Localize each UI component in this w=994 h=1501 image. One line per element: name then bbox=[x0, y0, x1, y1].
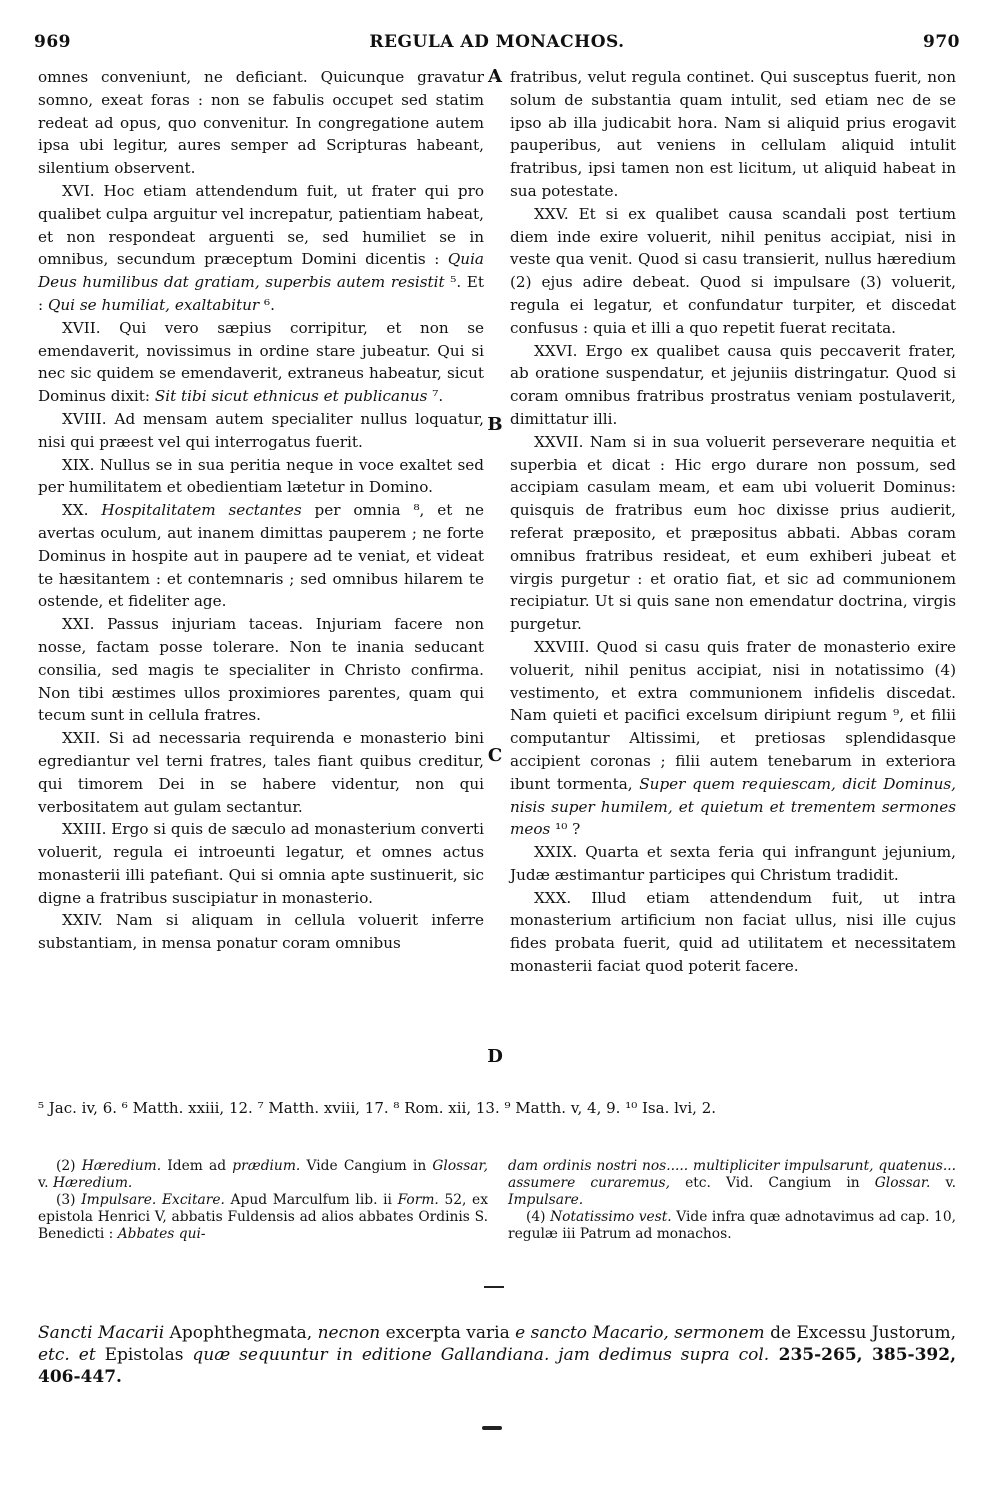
paragraph-xxvi: XXVI. Ergo ex qualibet causa quis peccaverit frater, ab oratione suspendatur, et jejuniis distringatur. Quod si coram omnibus fratribus prostratus veniam postulaverit, dimittatur illi. bbox=[510, 341, 956, 428]
paragraph-xx: XX. Hospitalitatem sectantes per omnia ⁸, et ne avertas oculum, aut inanem dimittas pauperem ; ne forte Dominus in hospite aut in paupere ad te veniat, et videat te hæsitantem : et contemnaris ; sed omnibus hilarem te ostende, et fideliter age. bbox=[38, 501, 485, 611]
paragraph-xxiv: XXIV. Nam si aliquam in cellula voluerit inferre substantiam, in mensa ponatur coram omnibus bbox=[38, 911, 484, 953]
paragraph-xxvii: XXVII. Nam si in sua voluerit perseverare nequitia et superbia et dicat : Hic ergo durare non possum, sed accipiam casulam meam, et eam ubi voluerit Dominus: quisquis de fratribus eum hoc dixisse prius audierit, referat præposito, et præpositus abbati. Abbas coram omnibus fratribus resideat, et eum exhiberi jubeat et virgis purgetur : et oratio fiat, et sic ad communionem recipiatur. Ut si quis sane non emendatur doctrina, virgis purgetur. bbox=[510, 432, 956, 634]
paragraph-xvii: XVII. Qui vero sæpius corripitur, et non se emendaverit, novissimus in ordine stare jubeatur. Qui si nec sic quidem se emendaverit, extraneus habeatur, sicut Dominus dixit: Sit tibi sicut ethnicus et publicanus ⁷. bbox=[38, 318, 484, 406]
paragraph-xxv: XXV. Et si ex qualibet causa scandali post tertium diem inde exire voluerit, nihil penitus accipiat, nisi in veste qua venit. Quod si casu transierit, nullus hæredium (2) ejus adire debeat. Quod si impulsare (3) voluerit, regula ei legatur, et confundatur turpiter, et discedat confusus : quia et illi a quo repetit fuerat recitata. bbox=[510, 204, 956, 337]
notes-right bbox=[508, 1158, 956, 1243]
paragraph-xvi: XVI. Hoc etiam attendendum fuit, ut frater qui pro qualibet culpa arguitur vel increpatur, patientiam habeat, et non respondeat arguenti se, sed humiliet se in omnibus, secundum præceptum Domini dicentis : Quia Deus humilibus dat gratiam, superbis autem resistit ⁵. Et : Qui se humiliat, exaltabitur ⁶. bbox=[38, 181, 484, 314]
editorial-note: Sancti Macarii Apophthegmata, necnon excerpta varia e sancto Macario, sermonem de Excessu Justorum, etc. et Epistolas quæ sequuntur in editione Gallandiana. jam dedimus supra col. 235-265, 385-392, 406-447. bbox=[38, 1323, 957, 1387]
margin-marker-c: C bbox=[487, 745, 503, 766]
paragraph: fratribus, velut regula continet. Qui susceptus fuerit, non solum de substantia quam intulit, sed etiam nec de se ipso ab illa judicabit hora. Nam si aliquid prius erogavit pauperibus, aut veniens in cellulam aliquid intulit fratribus, ipsi tamen non est licitum, ut aliquid habeat in sua potestate. bbox=[510, 68, 956, 200]
left-column bbox=[38, 66, 484, 955]
note-4: (4) Notatissimo vest. Vide infra quæ adnotavimus ad cap. 10, regulæ iii Patrum ad monachos. bbox=[508, 1209, 956, 1242]
section-divider bbox=[484, 1286, 504, 1288]
margin-marker-d: D bbox=[487, 1046, 503, 1067]
paragraph-xix: XIX. Nullus se in sua peritia neque in voce exaltet sed per humilitatem et obedientiam lætetur in Domino. bbox=[38, 455, 484, 497]
page-number-left: 969 bbox=[34, 32, 71, 52]
paragraph-xviii: XVIII. Ad mensam autem specialiter nullus loquatur, nisi qui præest vel qui interrogatus fuerit. bbox=[38, 409, 484, 451]
page-number-right: 970 bbox=[923, 32, 960, 52]
notes-left bbox=[38, 1158, 488, 1243]
running-title: REGULA AD MONACHOS. bbox=[369, 32, 625, 52]
paragraph-xxix: XXIX. Quarta et sexta feria qui infrangunt jejunium, Judæ æstimantur participes qui Christum tradidit. bbox=[510, 843, 956, 884]
paragraph-xxii: XXII. Si ad necessaria requirenda e monasterio bini egrediantur vel terni fratres, tales fiant quibus creditur, qui timorem Dei in se habere videntur, non qui verbositatem aut gulam sectantur. bbox=[38, 729, 484, 816]
paragraph-xxviii: XXVIII. Quod si casu quis frater de monasterio exire voluerit, nihil penitus accipiat, nisi in notatissimo (4) vestimento, et extra communionem infidelis discedat. Nam quieti et pacifici excelsum diripiunt regum ⁹, et filii computantur Altissimi, et pretiosas splendidasque accipient coronas ; filii autem tenebarum in exteriora ibunt tormenta, Super quem requiescam, dicit Dominus, nisis super humilem, et quietum et trementem sermones meos ¹⁰ ? bbox=[510, 637, 956, 839]
note-3-continued: dam ordinis nostri nos..... multipliciter impulsarunt, quatenus... assumere curaremus, etc. Vid. Cangium in Glossar. v. Impulsare. bbox=[508, 1158, 957, 1208]
paragraph-xxiii: XXIII. Ergo si quis de sæculo ad monasterium converti voluerit, regula ei introeunti legatur, et omnes actus monasterii illi patefiant. Qui si omnia apte sustinuerit, sic digne a fratribus suscipiatur in monasterio. bbox=[38, 820, 484, 907]
scripture-references: ⁵ Jac. iv, 6. ⁶ Matth. xxiii, 12. ⁷ Matth. xviii, 17. ⁸ Rom. xii, 13. ⁹ Matth. v, 4, 9. ¹⁰ Isa. lvi, 2. bbox=[38, 1099, 717, 1117]
paragraph-xxx: XXX. Illud etiam attendendum fuit, ut intra monasterium artificium non faciat ullus, nisi ille cujus fides probata fuerit, quid ad utilitatem et necessitatem monasterii faciat quod poterit facere. bbox=[510, 888, 956, 976]
page-header bbox=[34, 32, 960, 56]
margin-marker-a: A bbox=[488, 66, 502, 87]
end-divider bbox=[482, 1426, 502, 1430]
note-2: (2) Hæredium. Idem ad prædium. Vide Cangium in Glossar, v. Hæredium. bbox=[38, 1158, 488, 1191]
note-3: (3) Impulsare. Excitare. Apud Marculfum lib. ii Form. 52, ex epistola Henrici V, abbatis Fuldensis ad alios abbates Ordinis S. Benedicti : Abbates qui- bbox=[38, 1192, 488, 1242]
margin-marker-b: B bbox=[487, 414, 503, 435]
paragraph-xxi: XXI. Passus injuriam taceas. Injuriam facere non nosse, factam posse tolerare. Non te inania seducant consilia, sed magis te specialiter in Christo confirma. Non tibi æstimes ullos proximiores parentes, quam qui tecum sunt in cellula fratres. bbox=[38, 615, 484, 725]
right-column bbox=[510, 66, 956, 978]
paragraph: omnes conveniunt, ne deficiant. Quicunque gravatur somno, exeat foras : non se fabulis occupet sed statim redeat ad opus, quo convenitur. In congregatione autem ipsa ubi legitur, aures semper ad Scripturas habeant, silentium observent. bbox=[38, 68, 484, 178]
